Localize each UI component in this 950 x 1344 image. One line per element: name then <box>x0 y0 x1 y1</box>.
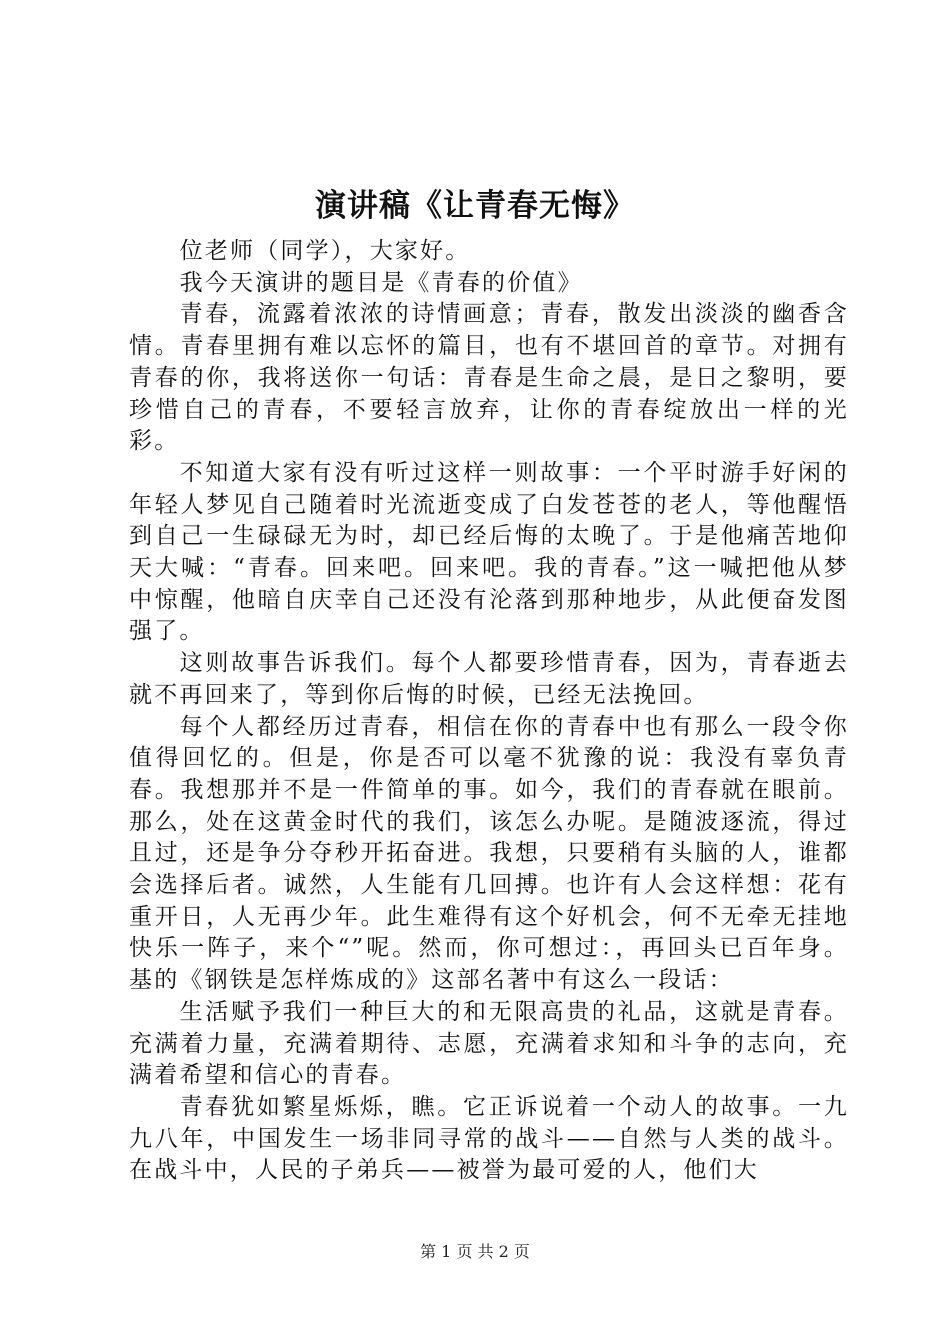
paragraph: 每个人都经历过青春，相信在你的青春中也有那么一段令你值得回忆的。但是，你是否可以毫不犹豫的说：我没有辜负青春。我想那并不是一件简单的事。如今，我们的青春就在眼前。那么，处在这黄金时代的我们，该怎么办呢。是随波逐流，得过且过，还是争分夺秒开拓奋进。我想，只要稍有头脑的人，谁都会选择后者。诚然，人生能有几回搏。也许有人会这样想：花有重开日，人无再少年。此生难得有这个好机会，何不无牵无挂地快乐一阵子，来个“”呢。然而，你可想过：，再回头已百年身。基的《钢铁是怎样炼成的》这部名著中有这么一段话： <box>129 713 849 994</box>
document-body <box>129 236 849 1187</box>
paragraph: 青春，流露着浓浓的诗情画意；青春，散发出淡淡的幽香含情。青春里拥有难以忘怀的篇目，也有不堪回首的章节。对拥有青春的你，我将送你一句话：青春是生命之晨，是日之黎明，要珍惜自己的青春，不要轻言放弃，让你的青春绽放出一样的光彩。 <box>129 301 849 455</box>
paragraph: 不知道大家有没有听过这样一则故事：一个平时游手好闲的年轻人梦见自己随着时光流逝变成了白发苍苍的老人，等他醒悟到自己一生碌碌无为时，却已经后悔的太晚了。于是他痛苦地仰天大喊：“青春。回来吧。回来吧。我的青春。”这一喊把他从梦中惊醒，他暗自庆幸自己还没有沦落到那种地步，从此便奋发图强了。 <box>129 459 849 645</box>
paragraph: 青春犹如繁星烁烁，瞧。它正诉说着一个动人的故事。一九九八年，中国发生一场非同寻常的战斗——自然与人类的战斗。在战斗中，人民的子弟兵——被誉为最可爱的人，他们大 <box>129 1093 849 1184</box>
paragraph: 这则故事告诉我们。每个人都要珍惜青春，因为，青春逝去就不再回来了，等到你后悔的时候，已经无法挽回。 <box>129 650 849 708</box>
page-number-footer: 第 1 页 共 2 页 <box>420 1242 530 1261</box>
document-title: 演讲稿《让青春无悔》 <box>315 188 635 224</box>
paragraph: 生活赋予我们一种巨大的和无限高贵的礼品，这就是青春。充满着力量，充满着期待、志愿，充满着求知和斗争的志向，充满着希望和信心的青春。 <box>129 998 849 1089</box>
paragraph: 我今天演讲的题目是《青春的价值》 <box>179 269 583 296</box>
paragraph: 位老师（同学），大家好。 <box>179 238 471 264</box>
